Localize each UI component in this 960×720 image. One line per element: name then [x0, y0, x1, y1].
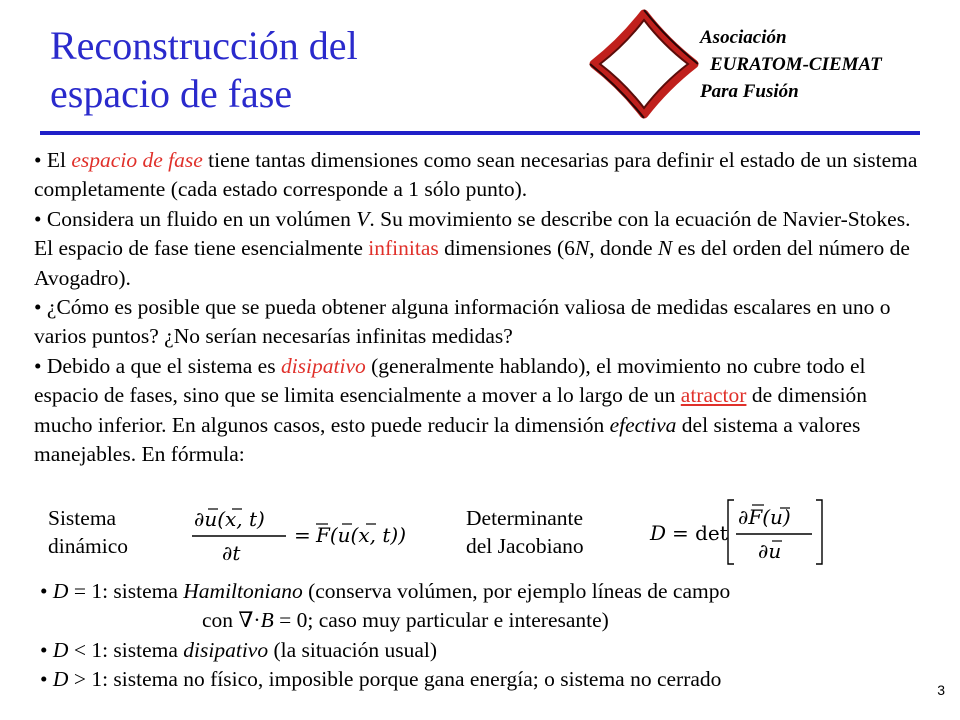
term-effective: efectiva	[609, 412, 677, 437]
jacobian-equation	[648, 494, 828, 570]
b1c-b-var: B	[260, 608, 274, 633]
b1-a: •	[40, 579, 53, 603]
b3-c: > 1: sistema no físico, imposible porque gana energía; o sistema no cerrado	[68, 667, 722, 692]
b1-c: = 1: sistema	[68, 579, 184, 603]
svg-text:∂t: ∂t	[222, 541, 241, 565]
svg-text:∂F(u): ∂F(u)	[738, 505, 791, 529]
dynamical-system-equation	[190, 500, 420, 570]
paragraph-fluid	[34, 205, 924, 293]
term-attractor: atractor	[680, 383, 747, 408]
p4-text-e: de dimensión mucho inferior. En algunos casos, esto puede reducir la dimensión	[34, 383, 868, 437]
organization-name	[700, 24, 882, 105]
org-line-2: EURATOM-CIEMAT	[710, 54, 882, 75]
b2-dissipative: disipativo	[183, 637, 269, 662]
b2-a: •	[40, 637, 53, 662]
p2-text-i: es del orden del número de Avogadro).	[34, 236, 910, 290]
euratom-ciemat-logo	[588, 8, 700, 120]
system-label-line-1: Sistema	[48, 506, 117, 530]
b2-d-var: D	[52, 637, 69, 662]
p2-text-e: dimensiones (6	[438, 236, 575, 261]
b1-d-var: D	[52, 579, 69, 603]
p4-text-g: del sistema a valores manejables. En fórmula:	[34, 412, 861, 467]
term-dissipative: disipativo	[280, 353, 366, 378]
paragraph-question: • ¿Cómo es posible que se pueda obtener alguna información valiosa de medidas escalares en uno o varios puntos? ¿No serían necesarías infinitas medidas?	[34, 295, 891, 349]
p1-text-c: tiene tantas dimensiones como sean necesarias para definir el estado de un sistema completamente (cada estado corresponde a 1 sólo punto).	[34, 148, 918, 202]
page-number: 3	[937, 682, 945, 698]
title-line-1: Reconstrucción del	[50, 23, 358, 68]
b3-a: •	[40, 667, 53, 692]
term-infinite: infinitas	[368, 236, 439, 261]
p4-text-c: (generalmente hablando), el movimiento no cubre todo el espacio de fases, sino que se limita esencialmente a mover a lo largo de un	[34, 353, 866, 408]
page-title	[50, 22, 358, 118]
bullet-hamiltonian-cont	[40, 606, 920, 635]
svg-text:D: D	[650, 521, 667, 545]
jacobian-label-line-2: del Jacobiano	[466, 534, 584, 558]
org-line-3: Para Fusión	[700, 81, 799, 102]
title-line-2: espacio de fase	[50, 71, 293, 116]
b3-d-var: D	[52, 667, 69, 692]
b1c-a: con ∇·	[202, 608, 261, 633]
jacobian-label	[466, 504, 584, 560]
svg-text:F(u(x, t)): F(u(x, t))	[316, 523, 406, 547]
title-divider	[40, 131, 920, 135]
bullet-nonphysical	[40, 665, 920, 694]
b2-c: < 1: sistema	[68, 637, 184, 662]
b1-e: (conserva volúmen, por ejemplo líneas de campo	[302, 579, 731, 603]
var-v: V	[356, 206, 370, 231]
p2-text-a: • Considera un fluido en un volúmen	[34, 206, 357, 231]
p4-text-a: • Debido a que el sistema es	[34, 353, 281, 378]
svg-text:∂u: ∂u	[758, 539, 782, 563]
b2-e: (la situación usual)	[268, 637, 438, 662]
p1-text-a: • El	[34, 148, 72, 172]
b1-hamiltonian: Hamiltoniano	[183, 579, 303, 603]
system-label	[48, 504, 128, 560]
p2-text-c: . Su movimiento se describe con la ecuación de Navier-Stokes. El espacio de fase tiene esencialmente	[34, 206, 911, 261]
paragraph-dissipative	[34, 352, 924, 470]
svg-text:= det: = det	[672, 521, 728, 545]
bullet-hamiltonian	[40, 577, 920, 606]
term-phase-space: espacio de fase	[71, 148, 203, 172]
jacobian-label-line-1: Determinante	[466, 506, 584, 530]
svg-text:=: =	[294, 523, 311, 547]
dimension-bullets	[40, 577, 920, 695]
var-n: N	[574, 236, 590, 261]
paragraph-phase-space	[34, 146, 924, 205]
p2-text-g: , donde	[589, 236, 658, 261]
equation-row	[0, 500, 960, 570]
bullet-dissipative	[40, 636, 920, 665]
var-n-2: N	[657, 236, 673, 261]
body-text	[34, 146, 924, 469]
system-label-line-2: dinámico	[48, 534, 129, 558]
svg-text:∂u(x, t): ∂u(x, t)	[194, 507, 265, 531]
b1c-c: = 0; caso muy particular e interesante)	[273, 608, 609, 633]
org-line-1: Asociación	[700, 27, 787, 48]
